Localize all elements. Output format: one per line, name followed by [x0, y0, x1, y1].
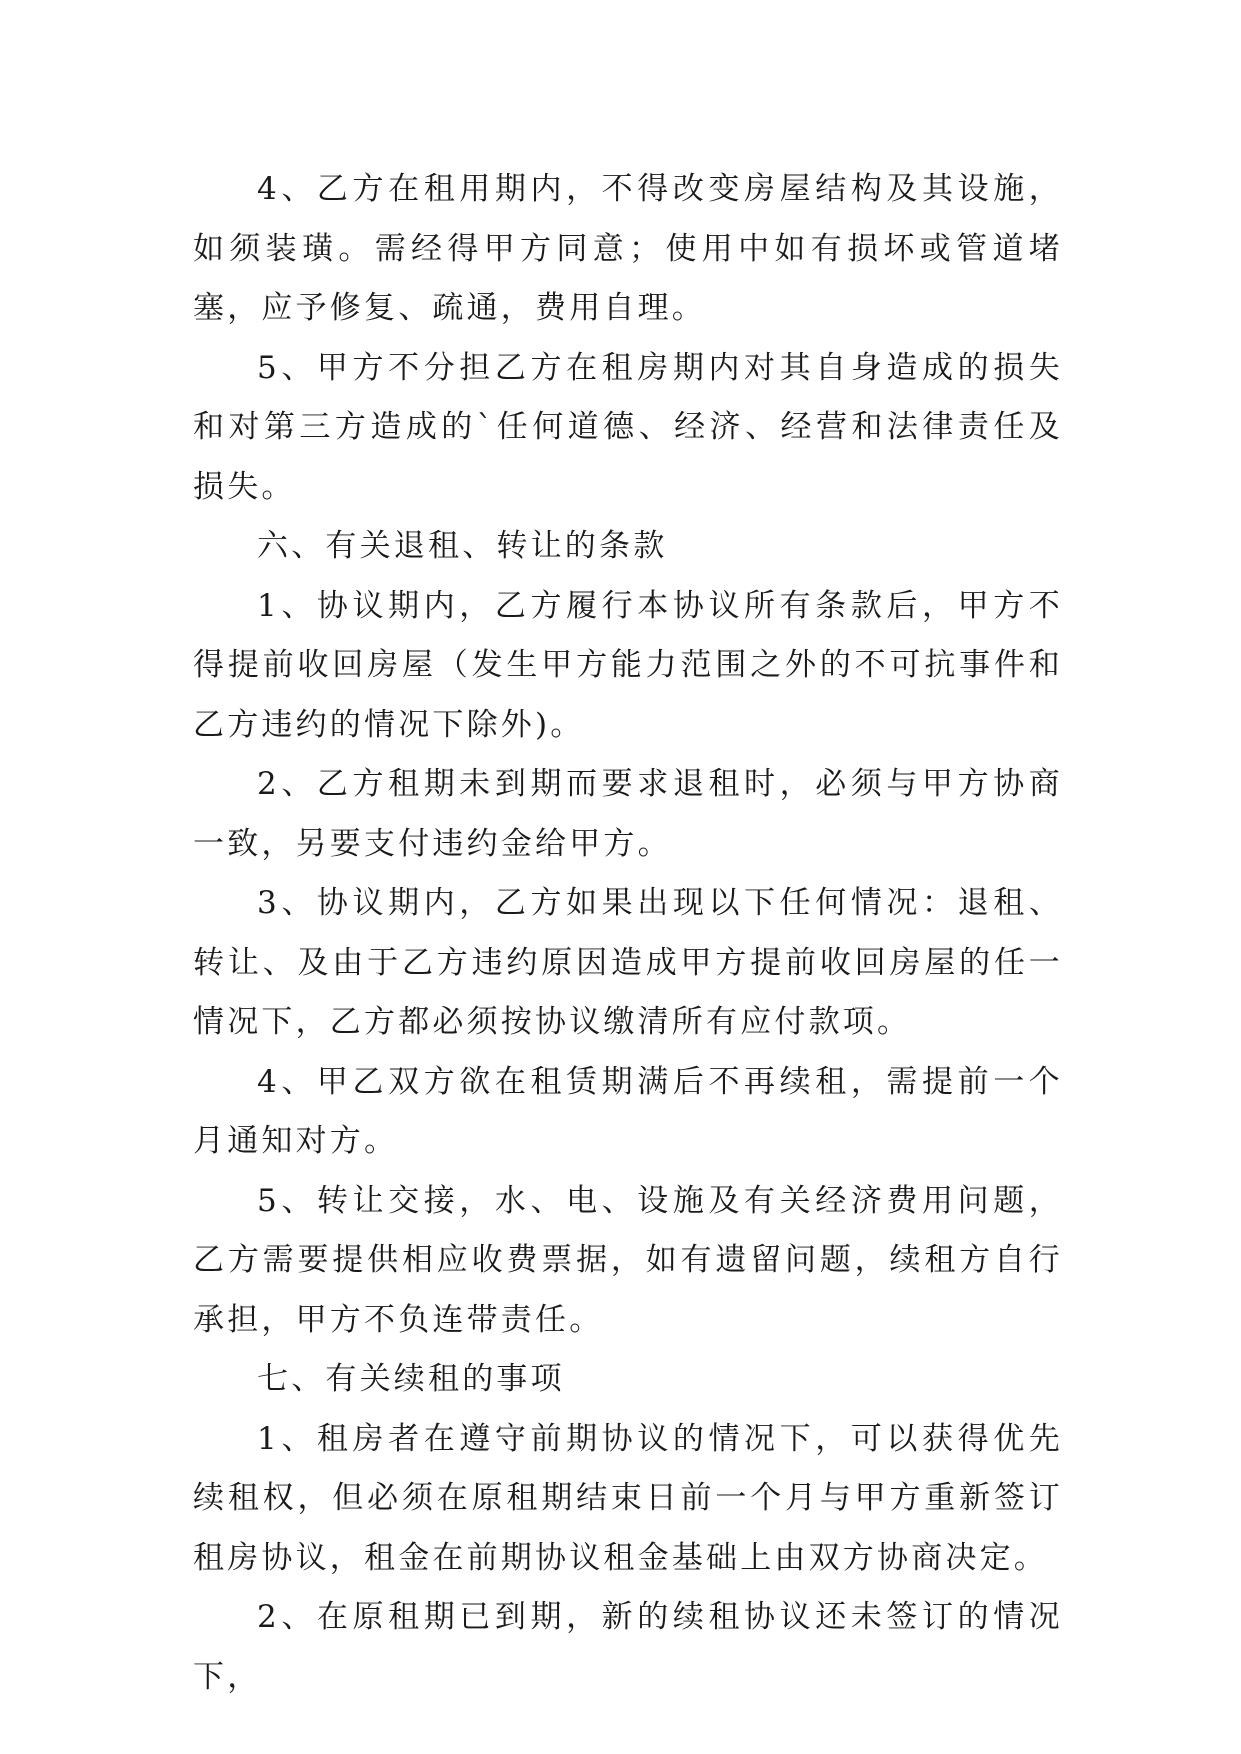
clause-6-3: 3、协议期内，乙方如果出现以下任何情况：退租、转让、及由于乙方违约原因造成甲方提前收回房屋的任一情况下，乙方都必须按协议缴清所有应付款项。	[193, 885, 1063, 1040]
clause-5-4: 4、乙方在租用期内，不得改变房屋结构及其设施，如须装璜。需经得甲方同意；使用中如有损坏或管道堵塞，应予修复、疏通，费用自理。	[193, 171, 1063, 326]
clause-7-2: 2、在原租期已到期，新的续租协议还未签订的情况下，	[193, 1599, 1063, 1695]
section-7-heading: 七、有关续租的事项	[257, 1361, 565, 1397]
section-6-heading: 六、有关退租、转让的条款	[257, 528, 668, 564]
clause-6-1: 1、协议期内，乙方履行本协议所有条款后，甲方不得提前收回房屋（发生甲方能力范围之外的不可抗事件和乙方违约的情况下除外)。	[193, 587, 1063, 743]
clause-6-2: 2、乙方租期未到期而要求退租时，必须与甲方协商一致，另要支付违约金给甲方。	[193, 766, 1063, 862]
document-body	[193, 160, 1063, 1707]
clause-6-4: 4、甲乙双方欲在租赁期满后不再续租，需提前一个月通知对方。	[193, 1063, 1063, 1159]
clause-7-1: 1、租房者在遵守前期协议的情况下，可以获得优先续租权，但必须在原租期结束日前一个月与甲方重新签订租房协议，租金在前期协议租金基础上由双方协商决定。	[193, 1420, 1063, 1576]
clause-5-5: 5、甲方不分担乙方在租房期内对其自身造成的损失和对第三方造成的`任何道德、经济、经营和法律责任及损失。	[193, 349, 1063, 505]
clause-6-5: 5、转让交接，水、电、设施及有关经济费用问题，乙方需要提供相应收费票据，如有遗留问题，续租方自行承担，甲方不负连带责任。	[193, 1182, 1063, 1338]
